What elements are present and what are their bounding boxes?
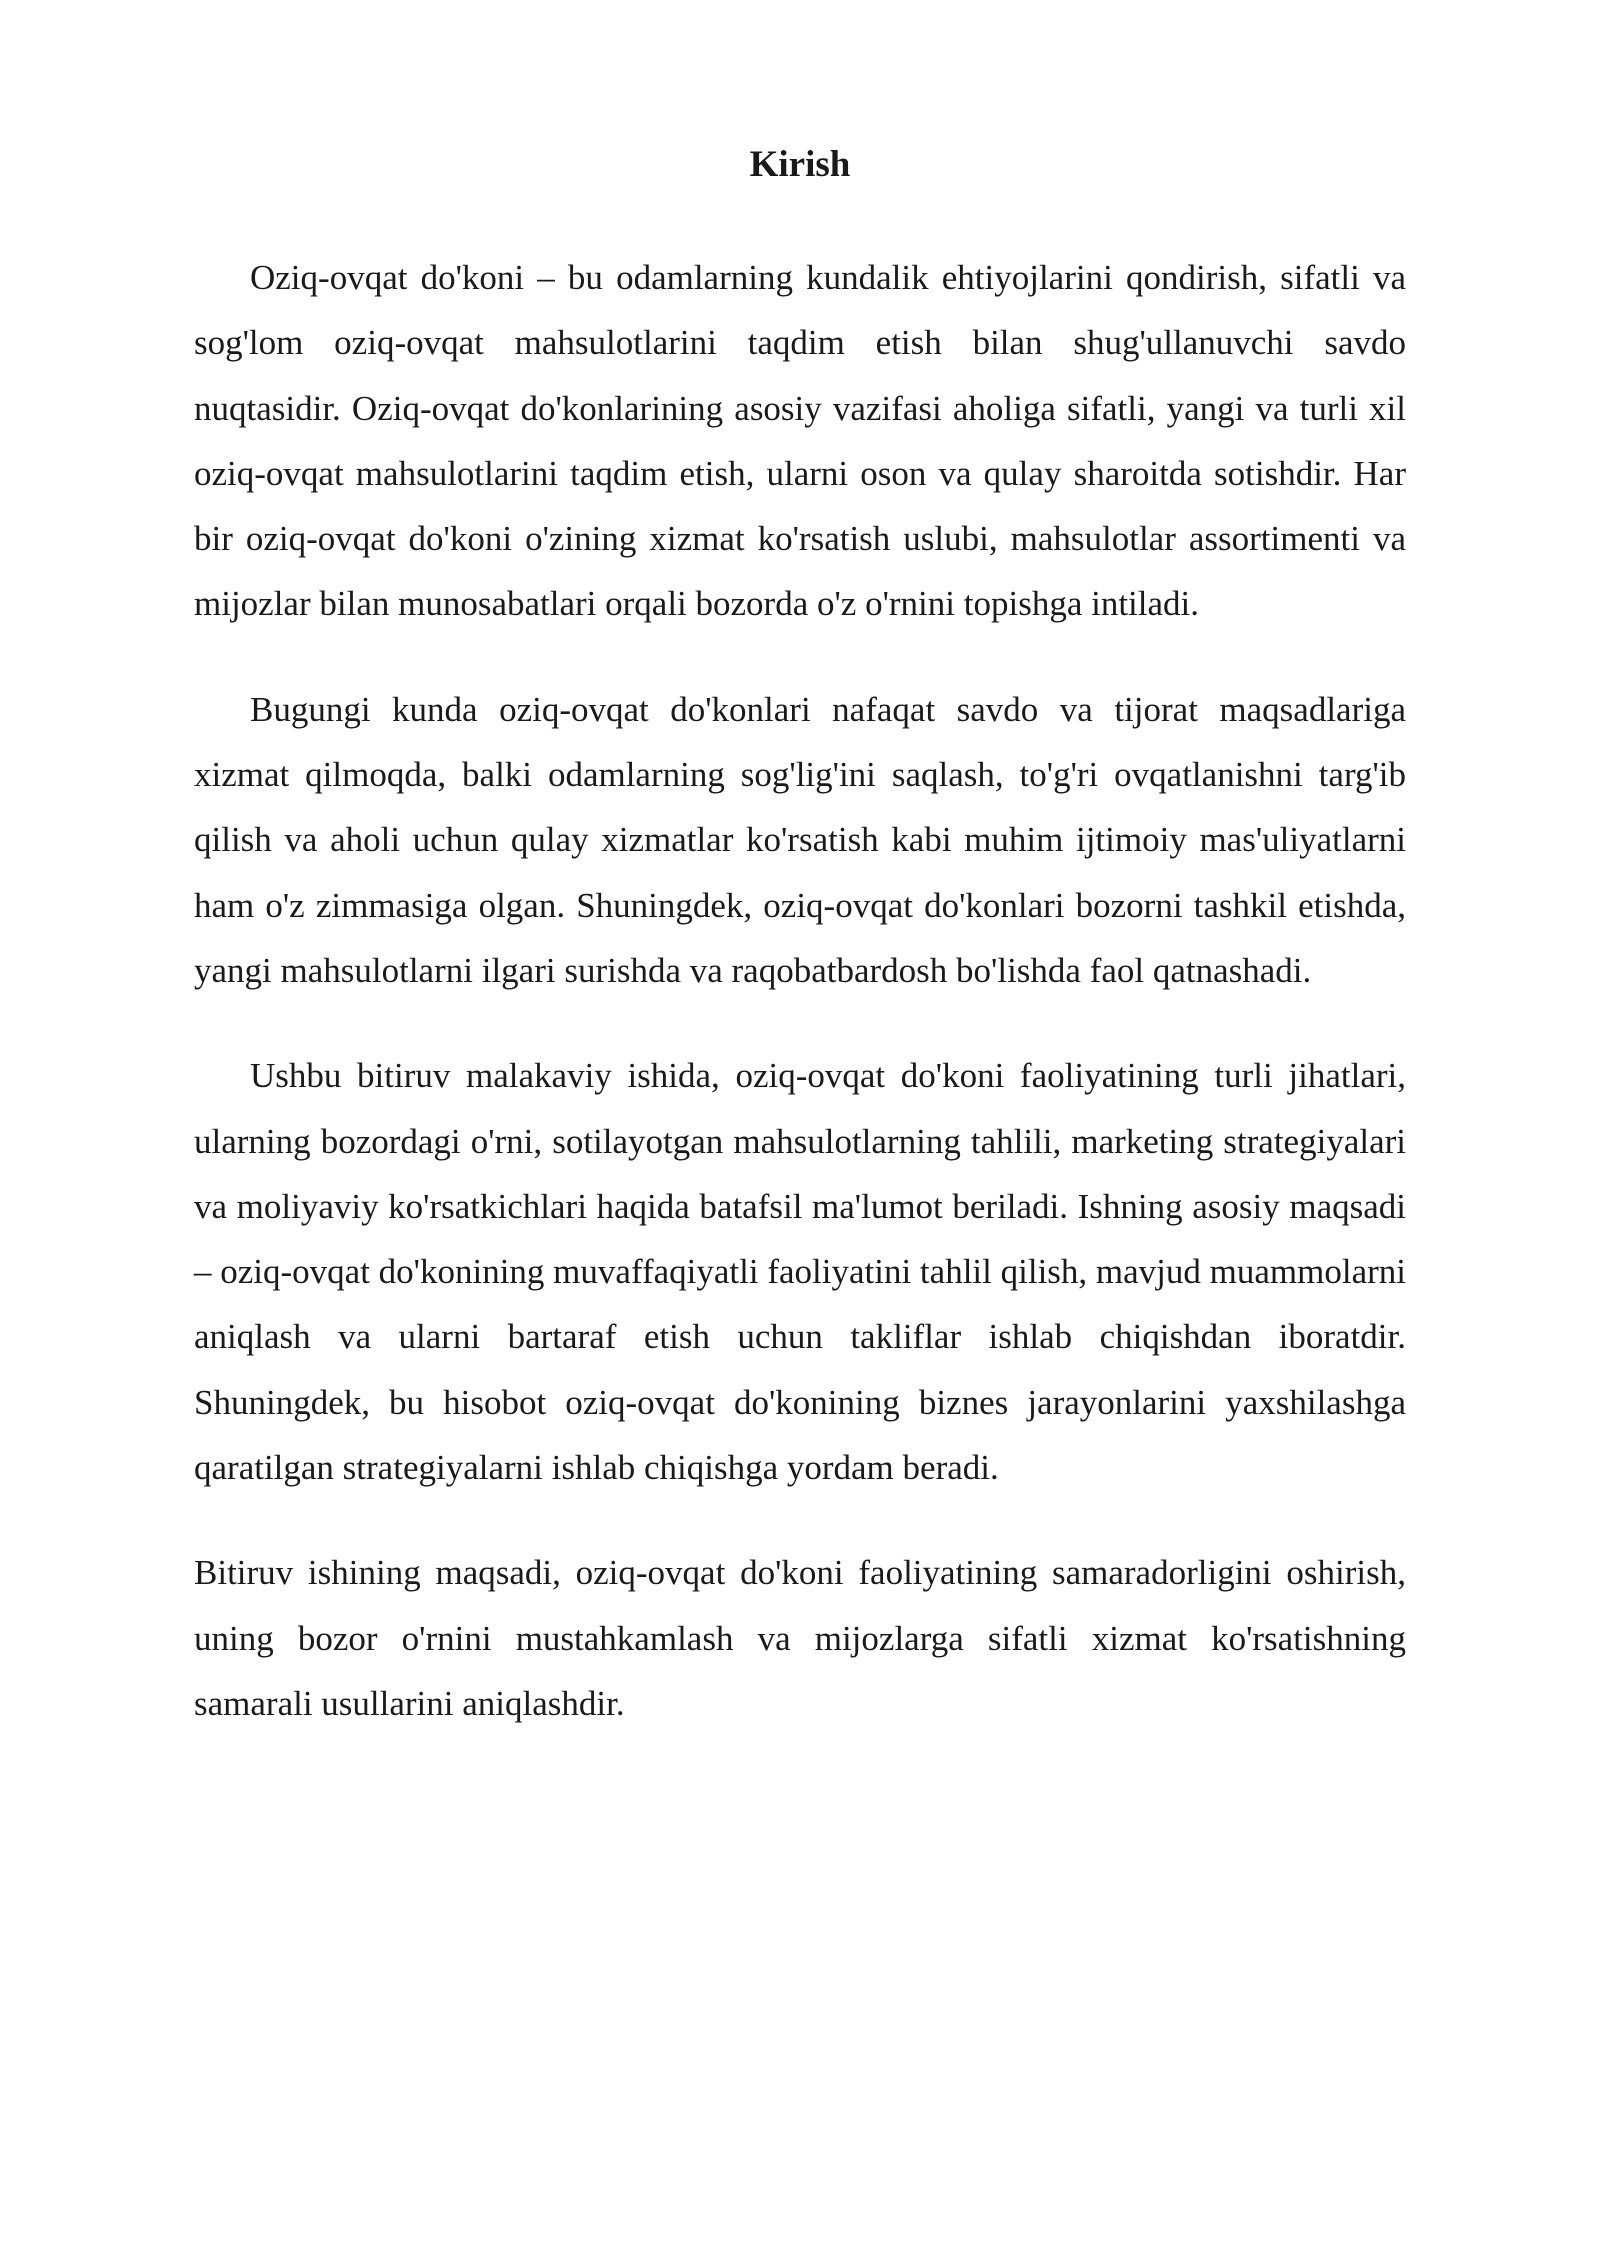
paragraph-2: Bugungi kunda oziq-ovqat do'konlari nafaqat savdo va tijorat maqsadlariga xizmat qilmoqda, balki odamlarning sog'lig'ini saqlash, to'g'ri ovqatlanishni targ'ib qilish va aholi uchun qulay xizmatlar ko'rsatish kabi muhim ijtimoiy mas'uliyatlarni ham o'z zimmasiga olgan. Shuningdek, oziq-ovqat do'konlari bozorni tashkil etishda, yangi mahsulotlarni ilgari surishda va raqobatbardosh bo'lishda faol qatnashadi. bbox=[194, 689, 1406, 990]
document-body bbox=[194, 245, 1406, 1776]
paragraph-3: Ushbu bitiruv malakaviy ishida, oziq-ovqat do'koni faoliyatining turli jihatlari, ularning bozordagi o'rni, sotilayotgan mahsulotlarning tahlili, marketing strategiyalari va moliyaviy ko'rsatkichlari haqida batafsil ma'lumot beriladi. Ishning asosiy maqsadi – oziq-ovqat do'konining muvaffaqiyatli faoliyatini tahlil qilish, mavjud muammolarni aniqlash va ularni bartaraf etish uchun takliflar ishlab chiqishdan iboratdir. Shuningdek, bu hisobot oziq-ovqat do'konining biznes jarayonlarini yaxshilashga qaratilgan strategiyalarni ishlab chiqishga yordam beradi. bbox=[194, 1056, 1406, 1488]
page-title: Kirish bbox=[749, 144, 851, 185]
paragraph-1: Oziq-ovqat do'koni – bu odamlarning kundalik ehtiyojlarini qondirish, sifatli va sog'lom oziq-ovqat mahsulotlarini taqdim etish bilan shug'ullanuvchi savdo nuqtasidir. Oziq-ovqat do'konlarining asosiy vazifasi aholiga sifatli, yangi va turli xil oziq-ovqat mahsulotlarini taqdim etish, ularni oson va qulay sharoitda sotishdir. Har bir oziq-ovqat do'koni o'zining xizmat ko'rsatish uslubi, mahsulotlar assortimenti va mijozlar bilan munosabatlari orqali bozorda o'z o'rnini topishga intiladi. bbox=[194, 258, 1406, 624]
paragraph-4: Bitiruv ishining maqsadi, oziq-ovqat do'koni faoliyatining samaradorligini oshirish, uning bozor o'rnini mustahkamlash va mijozlarga sifatli xizmat ko'rsatishning samarali usullarini aniqlashdir. bbox=[194, 1553, 1406, 1723]
